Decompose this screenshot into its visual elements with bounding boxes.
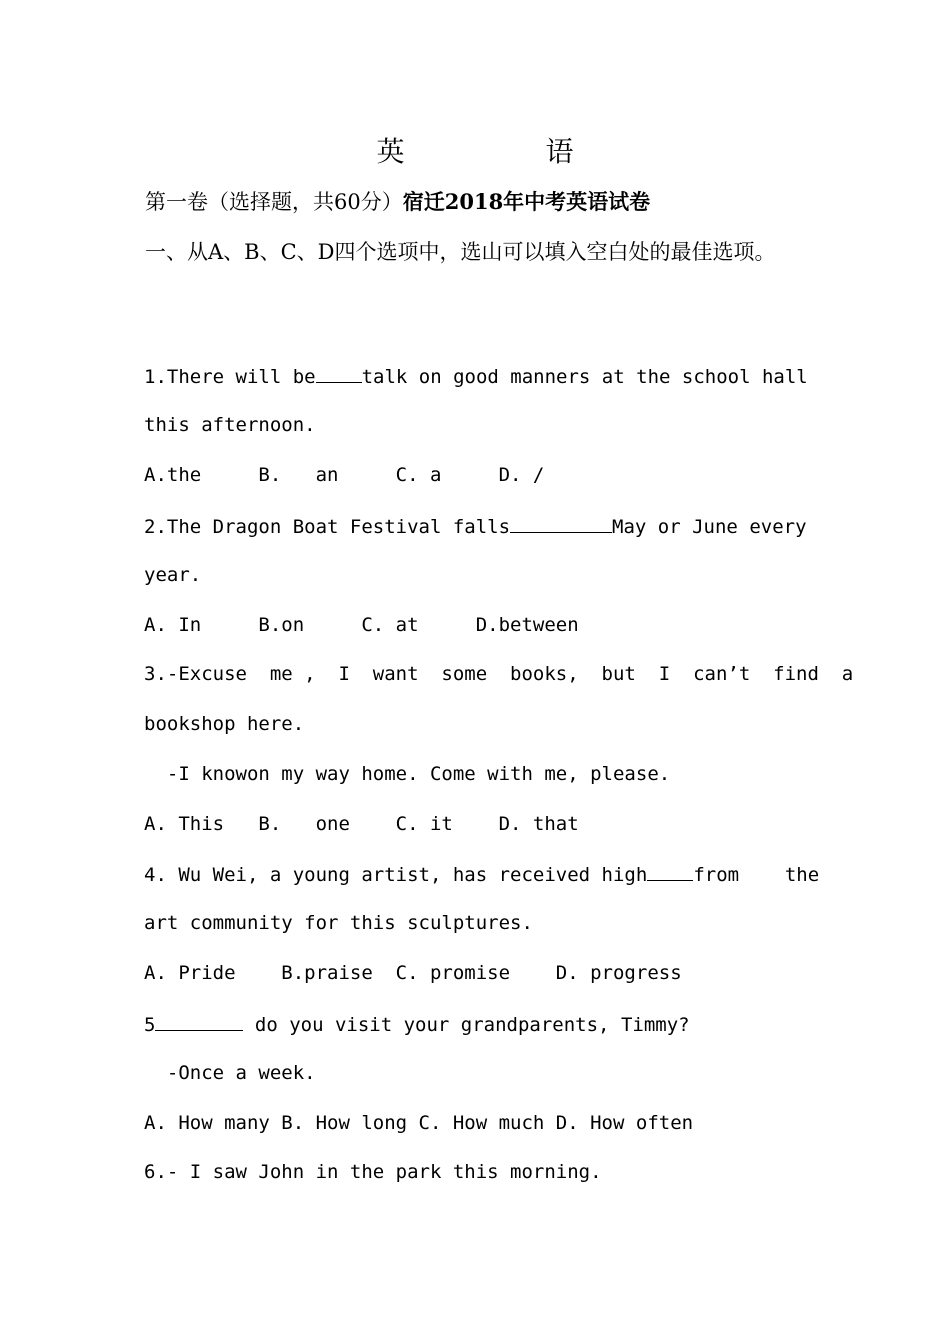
answer-blank — [316, 364, 362, 383]
question-2-options: A. In B.on C. at D.between — [144, 614, 579, 636]
question-4-line-1: 4. Wu Wei, a young artist, has received high from the — [144, 864, 820, 886]
question-5-options: A. How many B. How long C. How much D. How often — [144, 1112, 694, 1134]
question-6-line-1: 6.- I saw John in the park this morning. — [144, 1161, 602, 1183]
question-3-line-2: bookshop here. — [144, 713, 305, 735]
question-3-line-3: -I knowon my way home. Come with me, please. — [144, 763, 671, 785]
section-bold-title: 宿迁2018年中考英语试卷 — [402, 189, 651, 214]
section-heading — [145, 186, 650, 216]
question-3-line-1: 3.-Excuse me , I want some books, but I can’t find a — [144, 663, 854, 685]
question-1-options: A.the B. an C. a D. / — [144, 464, 545, 486]
question-2-line-1: 2.The Dragon Boat Festival falls May or June every — [144, 516, 807, 538]
section-line: 第一卷（选择题，共60分） — [145, 190, 403, 214]
answer-blank — [647, 862, 693, 881]
page-title: 英 语 — [376, 135, 640, 168]
question-4-line-2: art community for this sculptures. — [144, 912, 533, 934]
question-5-line-1: 5 do you visit your grandparents, Timmy? — [144, 1014, 690, 1036]
answer-blank — [155, 1012, 243, 1031]
answer-blank — [510, 514, 612, 533]
question-5-line-2: -Once a week. — [144, 1062, 316, 1084]
question-2-line-2: year. — [144, 564, 202, 586]
question-1-line-1: 1.There will be talk on good manners at the school hall — [144, 366, 808, 388]
instruction: 一、从A、B、C、D四个选项中，选山可以填入空白处的最佳选项。 — [145, 240, 776, 264]
question-3-options: A. This B. one C. it D. that — [144, 813, 579, 835]
question-1-line-2: this afternoon. — [144, 414, 316, 436]
question-4-options: A. Pride B.praise C. promise D. progress — [144, 962, 682, 984]
